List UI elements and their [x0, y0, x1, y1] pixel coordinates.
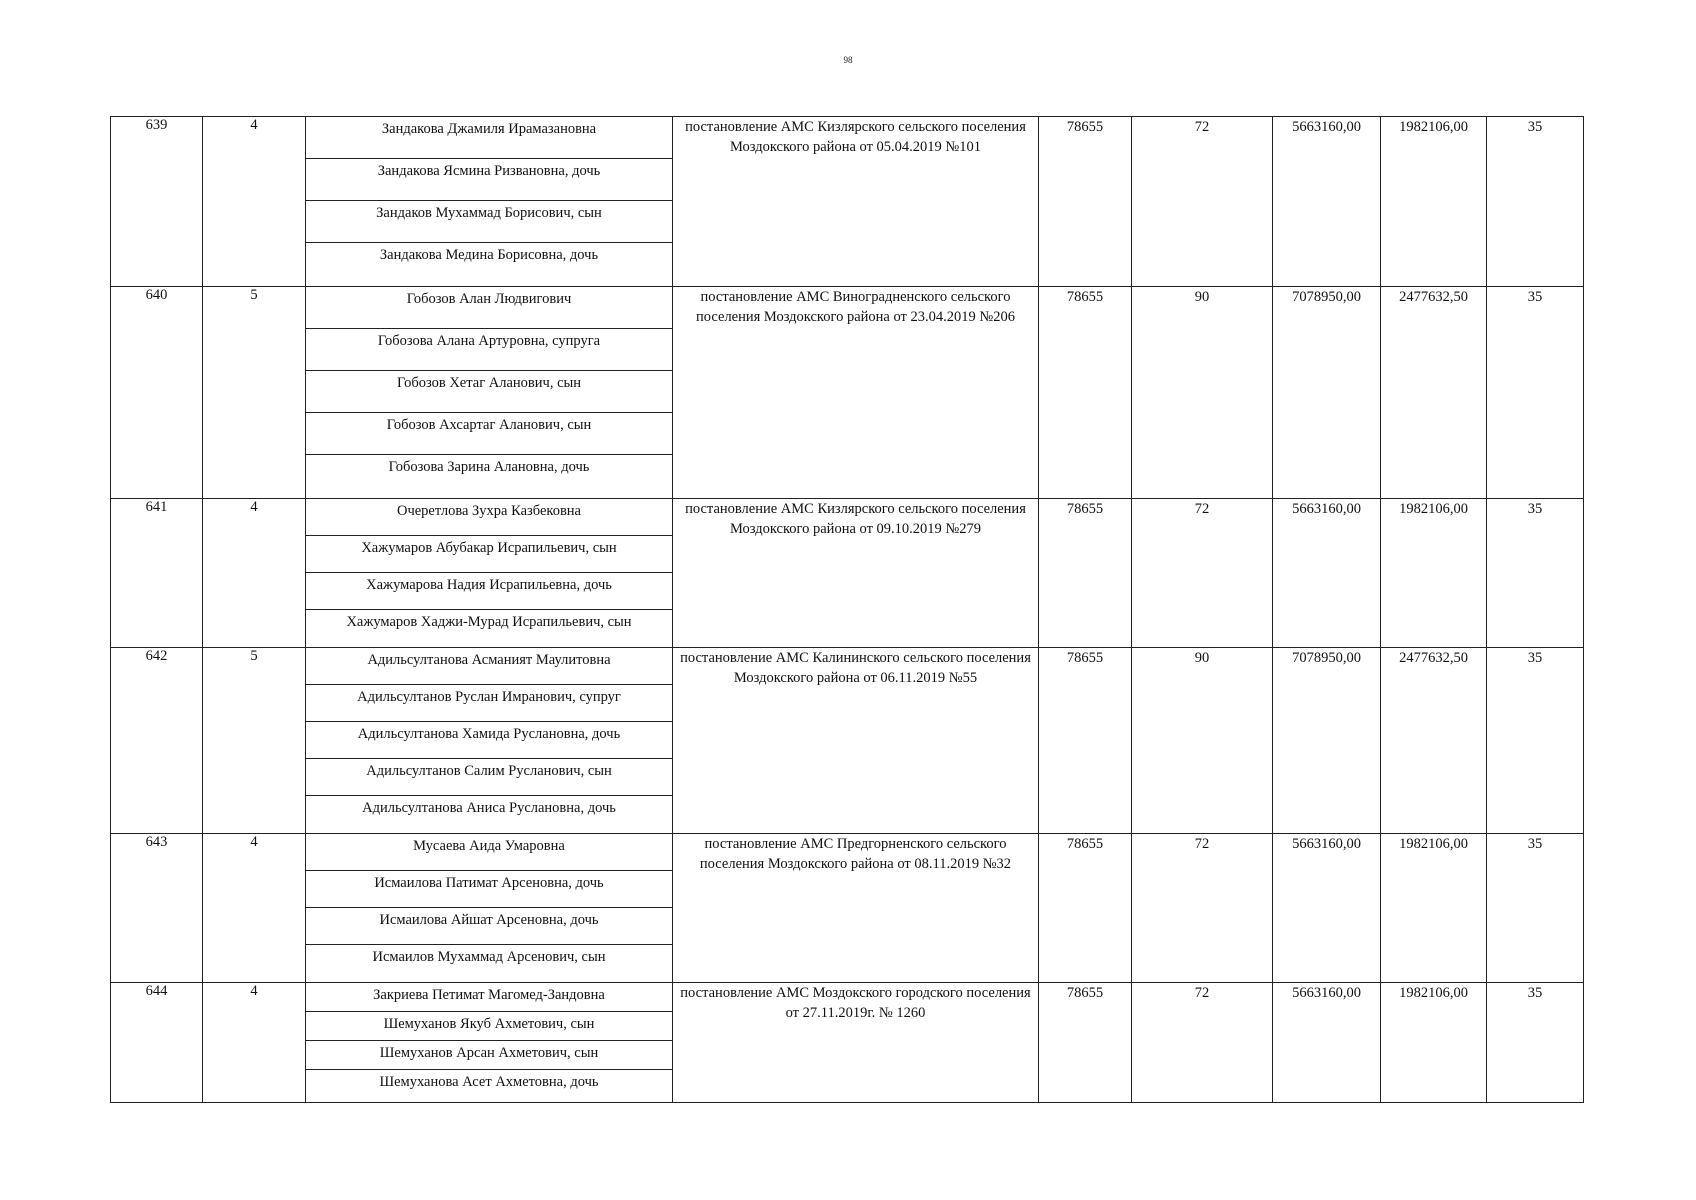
family-member: Зандакова Медина Борисовна, дочь: [379, 247, 599, 263]
family-member: Адильсултанов Руслан Имранович, супруг: [306, 685, 672, 722]
value-78655: 78655: [1039, 499, 1132, 648]
family-member: Хажумаров Абубакар Исрапильевич, сын: [306, 536, 672, 573]
family-member: Адильсултанова Асманият Маулитовна: [306, 648, 672, 685]
family-member: Адильсултанов Салим Русланович, сын: [306, 759, 672, 796]
total-amount: 7078950,00: [1273, 287, 1381, 499]
family-members: [306, 117, 673, 287]
area-value: 72: [1132, 983, 1273, 1103]
family-member: Гобозов Хетаг Аланович, сын: [306, 371, 672, 413]
value-78655: 78655: [1039, 834, 1132, 983]
table-row: [111, 983, 1584, 1103]
family-member: Хажумарова Надия Исрапильевна, дочь: [306, 573, 672, 610]
table-row: [111, 117, 1584, 287]
family-member: Хажумаров Хаджи-Мурад Исрапильевич, сын: [346, 614, 632, 630]
family-member: Адильсултанова Хамида Руслановна, дочь: [306, 722, 672, 759]
family-size: 4: [203, 499, 306, 648]
family-members: [306, 648, 673, 834]
percent-value: 35: [1487, 983, 1584, 1103]
percent-value: 35: [1487, 287, 1584, 499]
subsidy-amount: 2477632,50: [1381, 287, 1487, 499]
family-member: Гобозов Алан Людвигович: [306, 287, 672, 329]
table-row: [111, 287, 1584, 499]
decree-text: постановление АМС Калининского сельского поселения Моздокского района от 06.11.2019 №55: [673, 648, 1039, 834]
percent-value: 35: [1487, 117, 1584, 287]
value-78655: 78655: [1039, 648, 1132, 834]
family-member: Гобозов Ахсартаг Аланович, сын: [306, 413, 672, 455]
row-number: 644: [111, 983, 203, 1103]
family-member: Шемуханов Якуб Ахметович, сын: [306, 1012, 672, 1041]
area-value: 72: [1132, 834, 1273, 983]
family-member: Очеретлова Зухра Казбековна: [306, 499, 672, 536]
family-member: Шемуханов Арсан Ахметович, сын: [306, 1041, 672, 1070]
subsidy-amount: 1982106,00: [1381, 499, 1487, 648]
percent-value: 35: [1487, 499, 1584, 648]
table-row: [111, 499, 1584, 648]
subsidy-amount: 1982106,00: [1381, 834, 1487, 983]
family-member: Адильсултанова Аниса Руслановна, дочь: [362, 800, 616, 816]
subsidy-amount: 1982106,00: [1381, 117, 1487, 287]
row-number: 642: [111, 648, 203, 834]
register-table: [110, 116, 1584, 1103]
page-number: 98: [843, 55, 853, 65]
row-number: 640: [111, 287, 203, 499]
row-number: 643: [111, 834, 203, 983]
family-member: Зандакова Ясмина Ризвановна, дочь: [306, 159, 672, 201]
total-amount: 5663160,00: [1273, 499, 1381, 648]
table-row: [111, 648, 1584, 834]
family-members: [306, 287, 673, 499]
family-size: 5: [203, 287, 306, 499]
family-member: Исмаилов Мухаммад Арсенович, сын: [372, 949, 606, 965]
value-78655: 78655: [1039, 117, 1132, 287]
area-value: 90: [1132, 648, 1273, 834]
decree-text: постановление АМС Моздокского городского поселения от 27.11.2019г. № 1260: [673, 983, 1039, 1103]
total-amount: 5663160,00: [1273, 983, 1381, 1103]
total-amount: 5663160,00: [1273, 834, 1381, 983]
decree-text: постановление АМС Кизлярского сельского поселения Моздокского района от 09.10.2019 №279: [673, 499, 1039, 648]
family-member: Закриева Петимат Магомед-Зандовна: [306, 983, 672, 1012]
family-member: Гобозова Зарина Алановна, дочь: [388, 459, 590, 475]
family-members: [306, 983, 673, 1103]
total-amount: 7078950,00: [1273, 648, 1381, 834]
family-member: Зандакова Джамиля Ирамазановна: [306, 117, 672, 159]
area-value: 72: [1132, 499, 1273, 648]
subsidy-amount: 1982106,00: [1381, 983, 1487, 1103]
subsidy-amount: 2477632,50: [1381, 648, 1487, 834]
value-78655: 78655: [1039, 287, 1132, 499]
family-members: [306, 834, 673, 983]
percent-value: 35: [1487, 648, 1584, 834]
total-amount: 5663160,00: [1273, 117, 1381, 287]
row-number: 641: [111, 499, 203, 648]
family-size: 4: [203, 834, 306, 983]
family-size: 4: [203, 983, 306, 1103]
value-78655: 78655: [1039, 983, 1132, 1103]
family-member: Шемуханова Асет Ахметовна, дочь: [379, 1074, 599, 1090]
family-member: Мусаева Аида Умаровна: [306, 834, 672, 871]
area-value: 72: [1132, 117, 1273, 287]
row-number: 639: [111, 117, 203, 287]
family-member: Исмаилова Патимат Арсеновна, дочь: [306, 871, 672, 908]
table-row: [111, 834, 1584, 983]
family-member: Гобозова Алана Артуровна, супруга: [306, 329, 672, 371]
percent-value: 35: [1487, 834, 1584, 983]
decree-text: постановление АМС Предгорненского сельского поселения Моздокского района от 08.11.2019 №32: [673, 834, 1039, 983]
decree-text: постановление АМС Кизлярского сельского поселения Моздокского района от 05.04.2019 №101: [673, 117, 1039, 287]
family-members: [306, 499, 673, 648]
decree-text: постановление АМС Виноградненского сельского поселения Моздокского района от 23.04.2019 №206: [673, 287, 1039, 499]
family-member: Зандаков Мухаммад Борисович, сын: [306, 201, 672, 243]
family-size: 4: [203, 117, 306, 287]
family-member: Исмаилова Айшат Арсеновна, дочь: [306, 908, 672, 945]
area-value: 90: [1132, 287, 1273, 499]
family-size: 5: [203, 648, 306, 834]
